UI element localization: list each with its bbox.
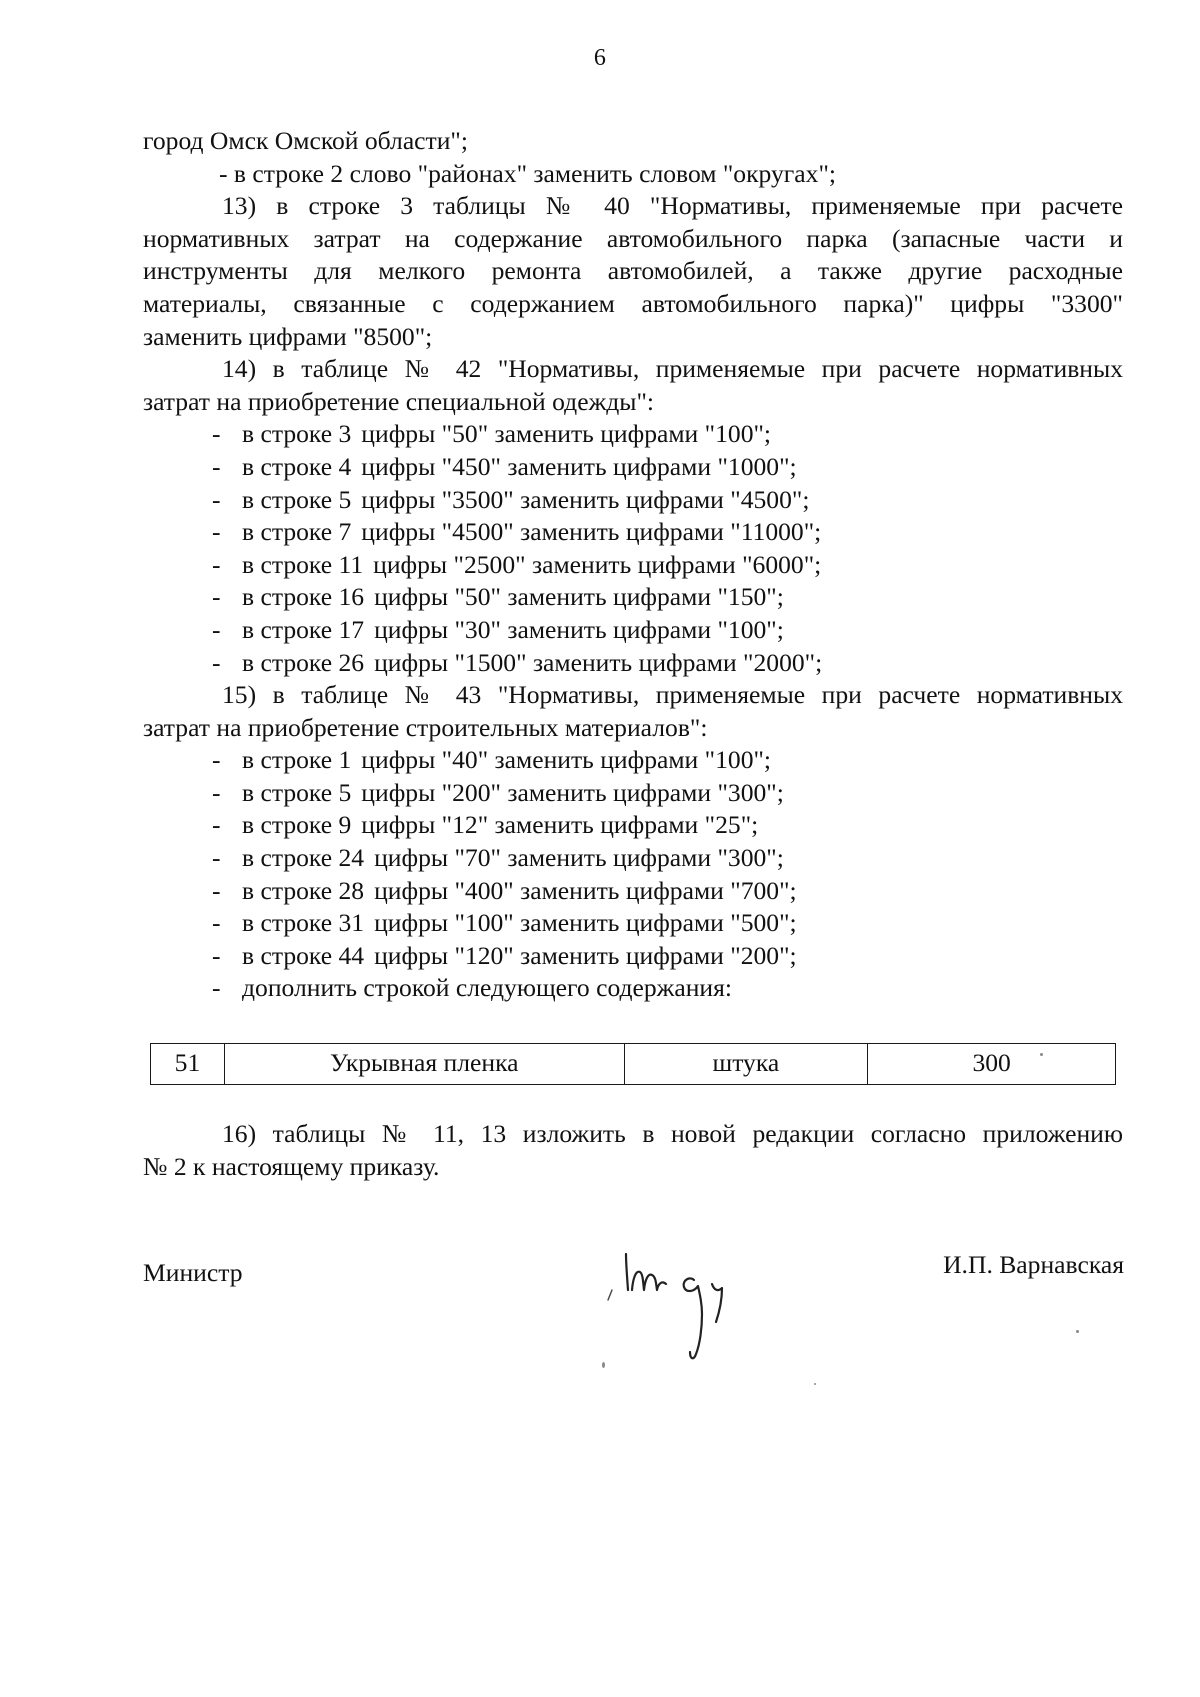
bullet-dash: - <box>212 908 221 938</box>
new-row-table <box>150 1043 1116 1085</box>
item-name-cell: Укрывная пленка <box>224 1044 624 1085</box>
item-13-line: заменить цифрами "8500"; <box>143 321 433 351</box>
document-body <box>143 125 1123 1005</box>
row-reference: в строке 4 <box>242 451 352 481</box>
row-reference: в строке 9 <box>242 810 352 840</box>
item-15-change-list <box>143 744 1123 1005</box>
item-16 <box>143 1117 1123 1182</box>
addition-text: дополнить строкой следующего содержания: <box>242 973 733 1003</box>
row-reference: в строке 5 <box>242 484 352 514</box>
row-reference: в строке 7 <box>242 517 352 547</box>
body-line: - в строке 2 слово "районах" заменить словом "округах"; <box>219 158 836 188</box>
unit-cell: штука <box>624 1044 868 1085</box>
change-text: цифры "4500" заменить цифрами "11000"; <box>361 517 822 547</box>
change-list-item <box>143 614 1123 647</box>
change-text: цифры "50" заменить цифрами "100"; <box>361 419 772 449</box>
bullet-dash: - <box>212 973 221 1003</box>
item-15-line: затрат на приобретение строительных материалов": <box>143 712 708 742</box>
table-row <box>151 1044 1116 1085</box>
row-reference: в строке 5 <box>242 777 352 807</box>
row-reference: в строке 1 <box>242 745 352 775</box>
change-list-item <box>143 484 1123 517</box>
body-line: город Омск Омской области"; <box>143 126 468 155</box>
row-reference: в строке 44 <box>242 940 365 970</box>
row-reference: в строке 3 <box>242 419 352 449</box>
item-13-line: материалы, связанные с содержанием автомобильного парка)" цифры "3300" <box>143 288 1123 318</box>
item-15-line: 15) в таблице № 43 "Нормативы, применяемые при расчете нормативных <box>222 680 1123 710</box>
change-list-item <box>143 418 1123 451</box>
row-reference: в строке 16 <box>242 582 365 612</box>
item-13-line: инструменты для мелкого ремонта автомобилей, а также другие расходные <box>143 256 1123 286</box>
bullet-dash: - <box>212 810 221 840</box>
bullet-dash: - <box>212 451 221 481</box>
scan-speck <box>814 1383 816 1385</box>
signature-stroke <box>632 1272 666 1290</box>
item-16-line: № 2 к настоящему приказу. <box>143 1151 440 1181</box>
item-14-line: затрат на приобретение специальной одежды": <box>143 386 655 416</box>
bullet-dash: - <box>212 745 221 775</box>
change-text: цифры "450" заменить цифрами "1000"; <box>361 451 797 481</box>
item-14-line: 14) в таблице № 42 "Нормативы, применяемые при расчете нормативных <box>222 354 1123 384</box>
change-list-item <box>143 842 1123 875</box>
change-list-item <box>143 744 1123 777</box>
change-text: цифры "50" заменить цифрами "150"; <box>374 582 784 612</box>
bullet-dash: - <box>212 875 221 905</box>
bullet-dash: - <box>212 777 221 807</box>
change-text: цифры "120" заменить цифрами "200"; <box>374 940 797 970</box>
change-list-item <box>143 809 1123 842</box>
bullet-dash: - <box>212 843 221 873</box>
bullet-dash: - <box>212 484 221 514</box>
change-text: цифры "3500" заменить цифрами "4500"; <box>361 484 810 514</box>
signer-title: Министр <box>143 1258 243 1287</box>
change-list-item <box>143 972 1123 1005</box>
bullet-dash: - <box>212 517 221 547</box>
page-number: 6 <box>593 45 607 71</box>
item-13-line: нормативных затрат на содержание автомобильного парка (запасные части и <box>143 223 1123 253</box>
change-text: цифры "100" заменить цифрами "500"; <box>374 908 797 938</box>
bullet-dash: - <box>212 582 221 612</box>
row-reference: в строке 26 <box>242 647 365 677</box>
signature-stroke <box>608 1290 612 1300</box>
bullet-dash: - <box>212 647 221 677</box>
row-reference: в строке 24 <box>242 843 365 873</box>
change-text: цифры "200" заменить цифрами "300"; <box>361 777 784 807</box>
scan-speck <box>1076 1330 1079 1333</box>
signature-stroke <box>626 1254 628 1290</box>
change-list-item <box>143 516 1123 549</box>
change-list-item <box>143 451 1123 484</box>
change-text: цифры "1500" заменить цифрами "2000"; <box>374 647 823 677</box>
value-cell: 300 <box>868 1044 1116 1085</box>
change-text: цифры "30" заменить цифрами "100"; <box>374 614 784 644</box>
item-13-line: 13) в строке 3 таблицы № 40 "Нормативы, применяемые при расчете <box>222 191 1123 221</box>
item-14-change-list <box>143 418 1123 679</box>
signature-stroke <box>684 1278 702 1358</box>
change-text: цифры "12" заменить цифрами "25"; <box>361 810 759 840</box>
row-reference: в строке 11 <box>242 549 364 579</box>
change-list-item <box>143 777 1123 810</box>
change-list-item <box>143 581 1123 614</box>
change-list-item <box>143 940 1123 973</box>
bullet-dash: - <box>212 614 221 644</box>
handwritten-signature <box>590 1240 790 1370</box>
scan-speck <box>1040 1053 1043 1056</box>
scan-speck <box>602 1362 605 1368</box>
signature-stroke <box>712 1284 722 1322</box>
change-text: цифры "40" заменить цифрами "100"; <box>361 745 772 775</box>
row-number-cell: 51 <box>151 1044 225 1085</box>
row-reference: в строке 28 <box>242 875 365 905</box>
change-list-item <box>143 875 1123 908</box>
change-text: цифры "2500" заменить цифрами "6000"; <box>373 549 822 579</box>
bullet-dash: - <box>212 419 221 449</box>
bullet-dash: - <box>212 549 221 579</box>
bullet-dash: - <box>212 940 221 970</box>
change-list-item <box>143 549 1123 582</box>
signer-name: И.П. Варнавская <box>943 1250 1124 1279</box>
signature-block <box>0 1240 1200 1370</box>
row-reference: в строке 17 <box>242 614 365 644</box>
change-list-item <box>143 647 1123 680</box>
change-list-item <box>143 907 1123 940</box>
change-text: цифры "70" заменить цифрами "300"; <box>374 843 784 873</box>
change-text: цифры "400" заменить цифрами "700"; <box>374 875 797 905</box>
row-reference: в строке 31 <box>242 908 365 938</box>
item-16-line: 16) таблицы № 11, 13 изложить в новой редакции согласно приложению <box>222 1119 1123 1148</box>
